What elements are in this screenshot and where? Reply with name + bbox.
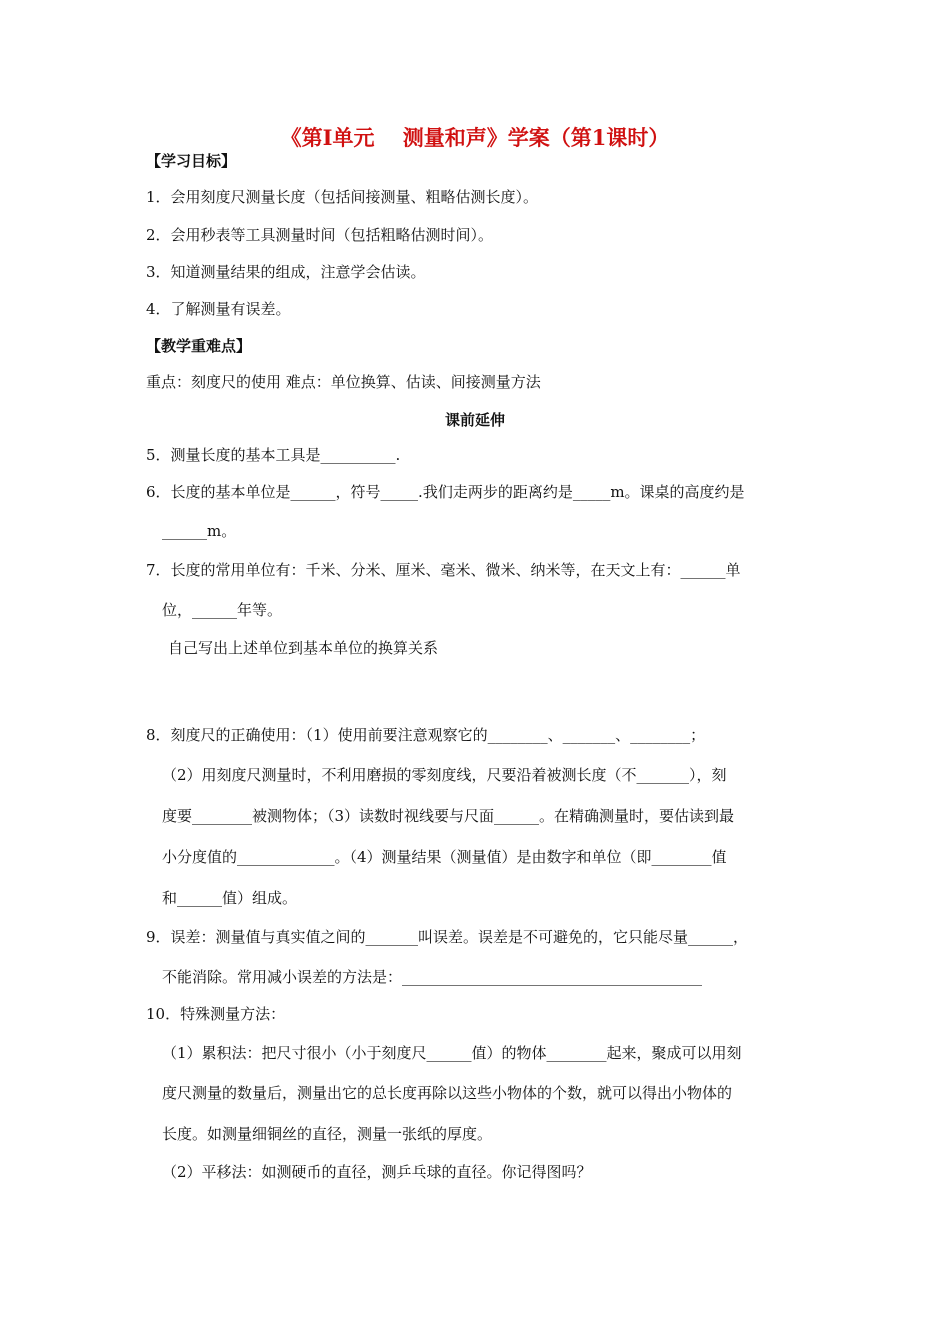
- keypoints-heading: 【教学重难点】: [146, 337, 252, 355]
- objective-3: 3．知道测量结果的组成，注意学会估读。: [146, 263, 426, 281]
- keypoints-text: 重点：刻度尺的使用 难点：单位换算、估读、间接测量方法: [146, 373, 541, 391]
- question-8-line-2: （2）用刻度尺测量时，不利用磨损的零刻度线，尺要沿着被测长度（不_______），刻: [162, 766, 727, 784]
- question-10-line-5: （2）平移法：如测硬币的直径，测乒乓球的直径。你记得图吗？: [162, 1163, 592, 1181]
- question-7-line-1: 7．长度的常用单位有：千米、分米、厘米、毫米、微米、纳米等，在天文上有：______单: [146, 561, 741, 579]
- question-6-line-2: ______m。: [162, 522, 237, 540]
- objectives-heading: 【学习目标】: [146, 152, 237, 170]
- question-8-line-4: 小分度值的_____________。（4）测量结果（测量值）是由数字和单位（即________值: [162, 848, 727, 866]
- question-10-line-4: 长度。如测量细铜丝的直径，测量一张纸的厚度。: [162, 1125, 493, 1143]
- question-8-line-3: 度要________被测物体；（3）读数时视线要与尺面______。在精确测量时，要估读到最: [162, 807, 735, 825]
- objective-4: 4．了解测量有误差。: [146, 300, 291, 318]
- question-9-line-2: 不能消除。常用减小误差的方法是：________________________________________: [162, 968, 703, 986]
- objective-2: 2．会用秒表等工具测量时间（包括粗略估测时间）。: [146, 226, 494, 244]
- question-8-line-1: 8．刻度尺的正确使用：（1）使用前要注意观察它的________、_______、________；: [146, 726, 706, 744]
- question-10-line-1: 10．特殊测量方法：: [146, 1005, 286, 1023]
- question-9-line-1: 9．误差：测量值与真实值之间的_______叫误差。误差是不可避免的，它只能尽量______，: [146, 928, 749, 946]
- question-10-line-3: 度尺测量的数量后，测量出它的总长度再除以这些小物体的个数，就可以得出小物体的: [162, 1084, 733, 1102]
- question-7-line-3: 自己写出上述单位到基本单位的换算关系: [168, 639, 439, 657]
- question-6-line-1: 6．长度的基本单位是______，符号_____.我们走两步的距离约是_____m。课桌的高度约是: [146, 483, 745, 501]
- question-8-line-5: 和______值）组成。: [162, 889, 298, 907]
- pre-class-heading: 课前延伸: [444, 411, 505, 429]
- page-title: 《第Ⅰ单元 测量和声》学案（第1课时）: [280, 125, 670, 150]
- objective-1: 1．会用刻度尺测量长度（包括间接测量、粗略估测长度）。: [146, 188, 539, 206]
- question-7-line-2: 位，______年等。: [162, 601, 283, 619]
- question-10-line-2: （1）累积法：把尺寸很小（小于刻度尺______值）的物体________起来，聚成可以用刻: [162, 1044, 742, 1062]
- question-5: 5．测量长度的基本工具是__________.: [146, 446, 401, 464]
